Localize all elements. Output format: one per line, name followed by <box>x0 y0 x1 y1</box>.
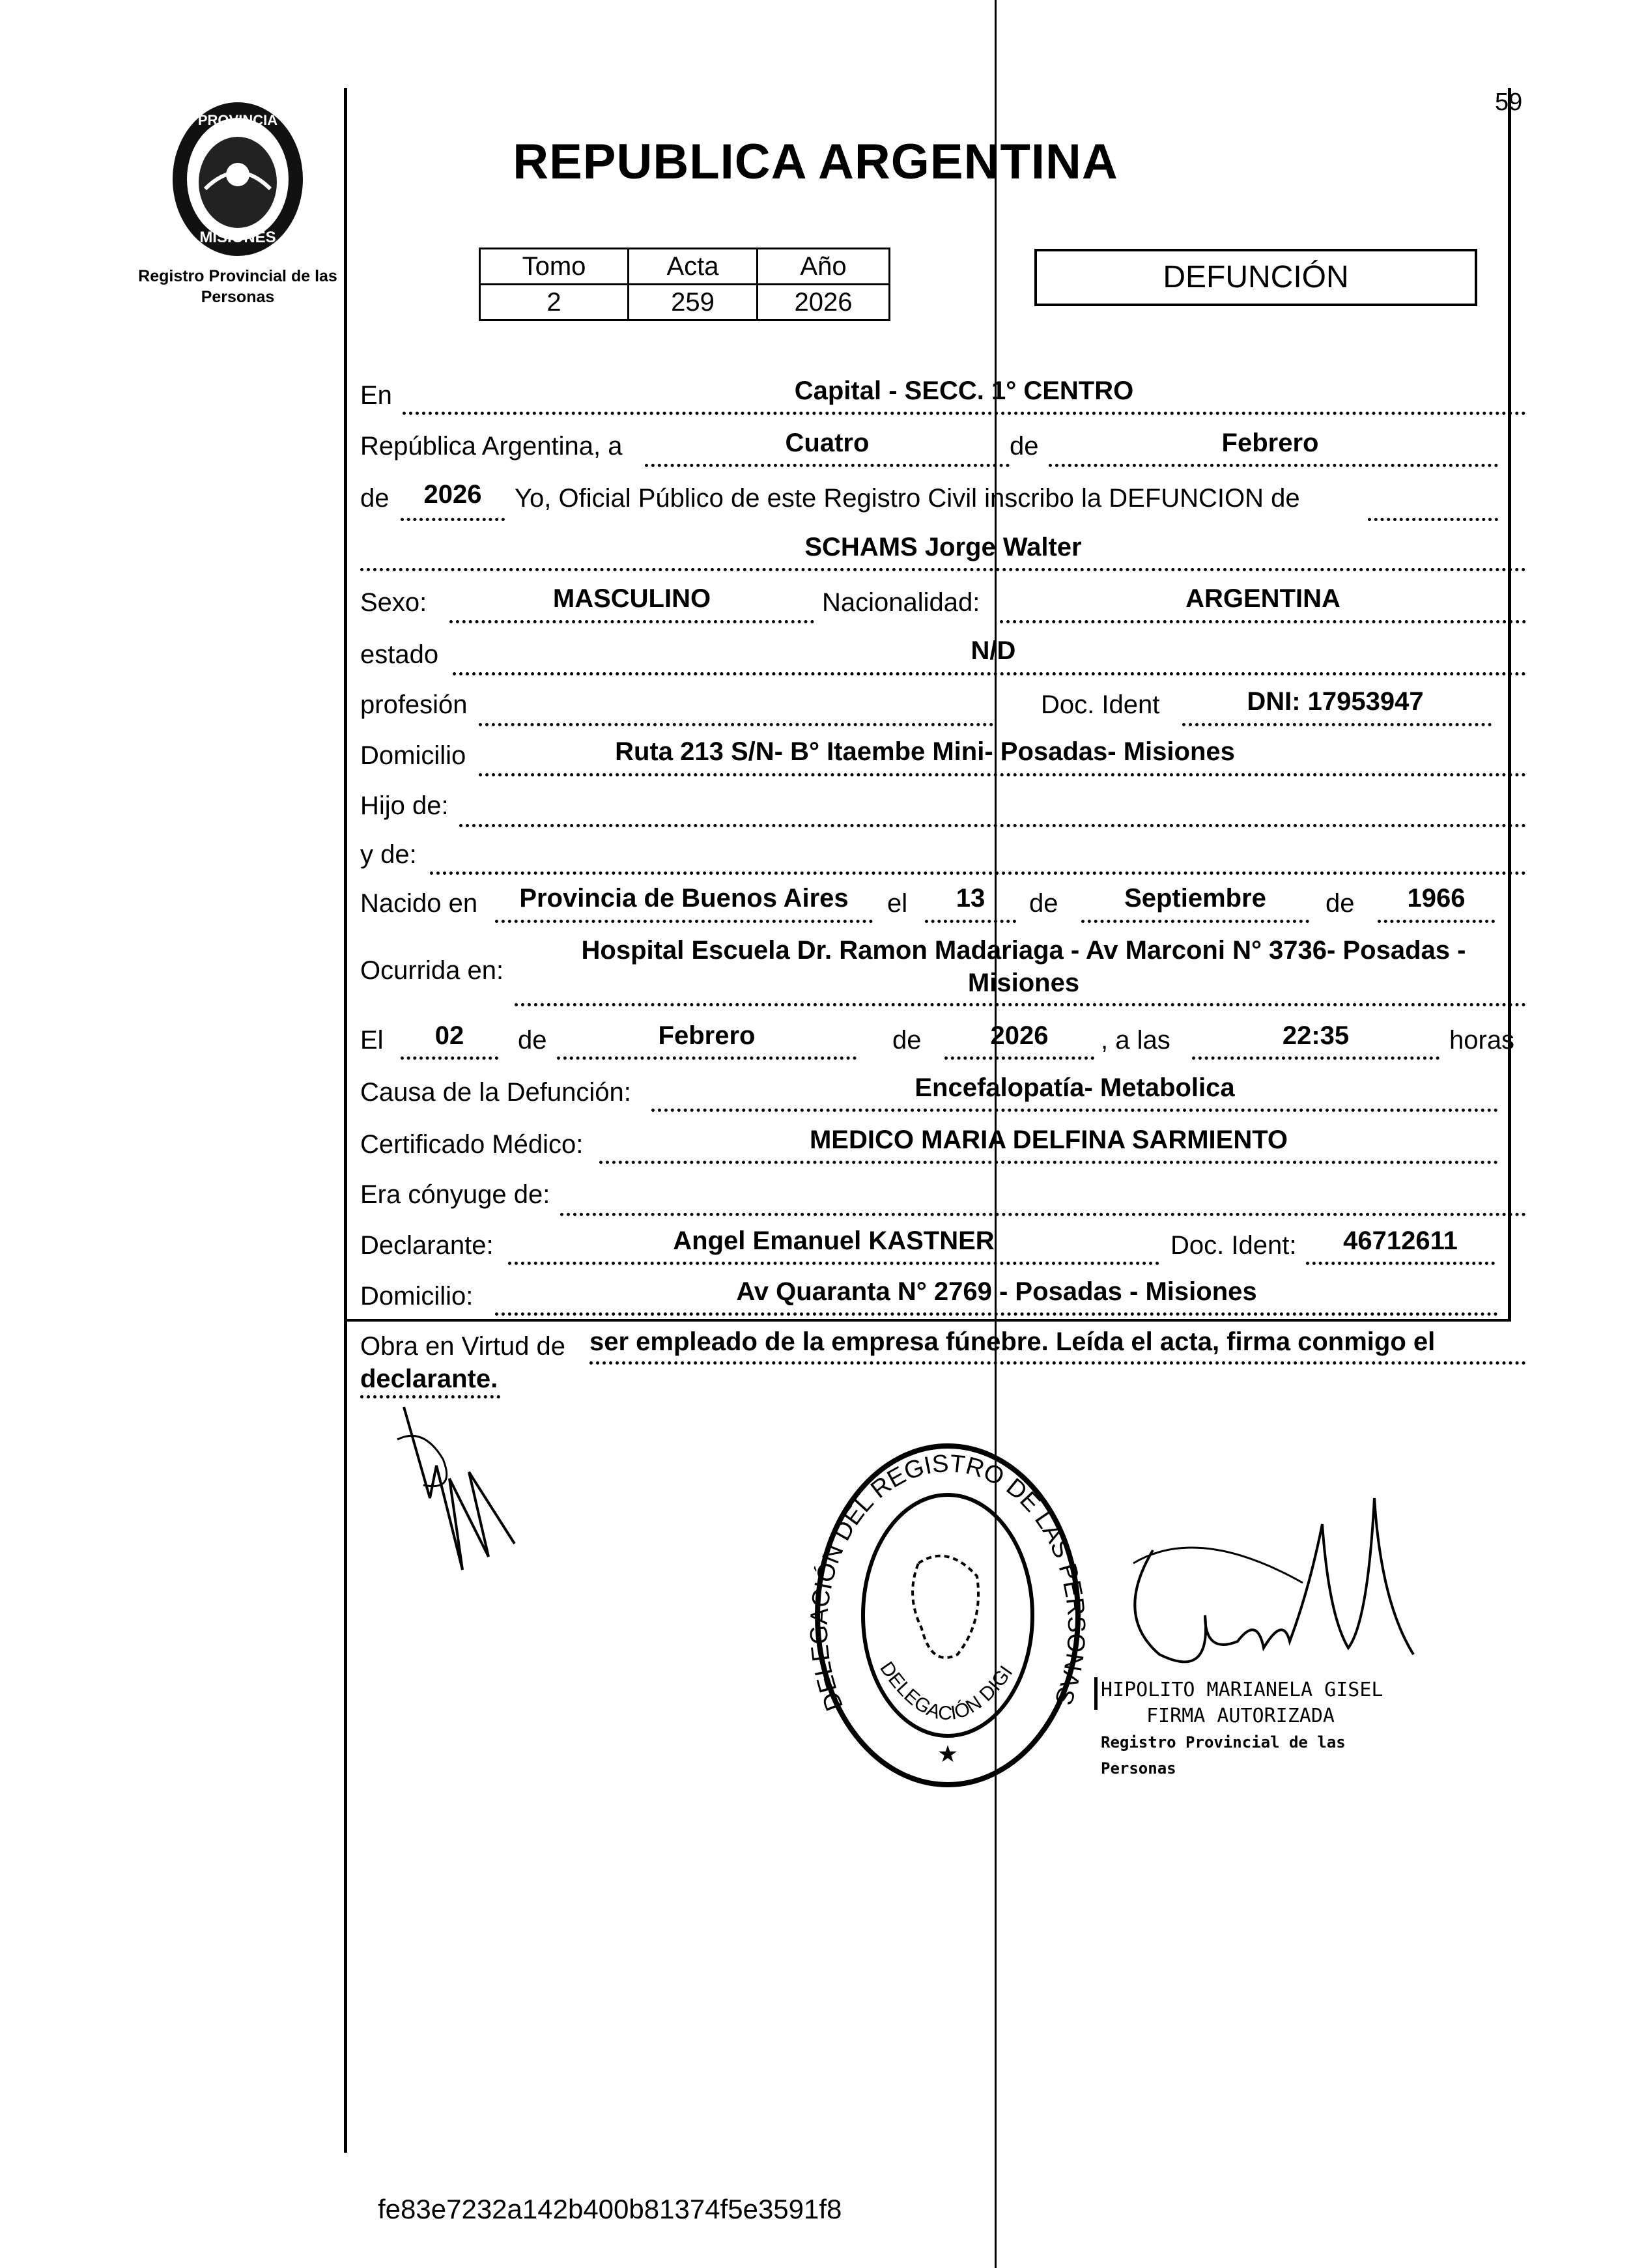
yde-dotted-line <box>430 872 1526 875</box>
de-label: de <box>1010 432 1039 461</box>
birthplace-dotted-line <box>495 920 873 923</box>
de4-label: de <box>1326 889 1355 918</box>
death-day-dotted-line <box>401 1056 498 1060</box>
deceased-name: SCHAMS Jorge Walter <box>804 533 1082 561</box>
delegacion-seal <box>808 1433 1088 1798</box>
death-time: 22:35 <box>1282 1021 1350 1050</box>
nacionalidad-label: Nacionalidad: <box>822 588 980 617</box>
signer-role: FIRMA AUTORIZADA <box>1146 1705 1335 1727</box>
record-table <box>479 248 890 321</box>
occurrence-line-1: Hospital Escuela Dr. Ramon Madariaga - Av Marconi N° 3736- Posadas - <box>581 936 1466 965</box>
declarante-label: Declarante: <box>360 1231 494 1260</box>
acta-header: Acta <box>629 249 758 285</box>
obra-label: Obra en Virtud de <box>360 1332 566 1361</box>
occurrence-line-2: Misiones <box>967 969 1080 997</box>
birth-year-dotted-line <box>1378 920 1495 923</box>
domicilio2-dotted-line <box>495 1312 1498 1316</box>
page-number: 59 <box>1495 89 1523 116</box>
domicilio-dotted-line <box>479 773 1526 776</box>
name-dotted-line <box>360 568 1526 571</box>
certificado-dotted-line <box>599 1161 1498 1164</box>
estado-value: N/D <box>971 636 1016 665</box>
sexo-dotted-line <box>449 620 814 623</box>
death-year-dotted-line <box>944 1056 1094 1060</box>
inscribo-text: Yo, Oficial Público de este Registro Civil inscribo la DEFUNCION de <box>515 484 1300 513</box>
seal-inner-text: DELEGACIÓN DIGI <box>875 1658 1017 1725</box>
death-month-dotted-line <box>557 1056 857 1060</box>
estado-label: estado <box>360 640 439 669</box>
certificado-value: MEDICO MARIA DELFINA SARMIENTO <box>809 1126 1288 1154</box>
domicilio2-label: Domicilio: <box>360 1282 474 1311</box>
obra-line-2: declarante. <box>360 1365 498 1393</box>
place-dotted-line <box>403 412 1526 415</box>
nacionalidad-value: ARGENTINA <box>1185 584 1340 613</box>
birth-day-dotted-line <box>925 920 1016 923</box>
horas-label: horas <box>1449 1026 1515 1055</box>
death-time-dotted-line <box>1192 1056 1440 1060</box>
death-month: Febrero <box>658 1021 756 1050</box>
day-value: Cuatro <box>785 429 870 457</box>
obra-line-1: ser empleado de la empresa fúnebre. Leída el acta, firma conmigo el <box>589 1327 1436 1356</box>
signature-stamp <box>1101 1677 1407 1778</box>
de2-label: de <box>360 484 390 513</box>
conyuge-dotted-line <box>560 1213 1526 1216</box>
conyuge-label: Era cónyuge de: <box>360 1180 550 1209</box>
yde-label: y de: <box>360 840 417 869</box>
causa-dotted-line <box>651 1109 1498 1112</box>
acta-value: 259 <box>629 285 758 320</box>
signer-name: HIPOLITO MARIANELA GISEL <box>1101 1679 1383 1701</box>
year-value: 2026 <box>423 480 482 509</box>
tomo-value: 2 <box>480 285 629 320</box>
birth-day: 13 <box>956 884 986 913</box>
hijo-label: Hijo de: <box>360 791 449 820</box>
registry-label: Registro Provincial de las Personas <box>138 267 337 306</box>
declarante-value: Angel Emanuel KASTNER <box>673 1226 995 1255</box>
sexo-value: MASCULINO <box>552 584 711 613</box>
domicilio-label: Domicilio <box>360 741 466 770</box>
stamp-bracket <box>1094 1677 1098 1710</box>
en-label: En <box>360 381 392 410</box>
profesion-dotted-line <box>479 723 993 726</box>
doc-dotted-line <box>1182 723 1492 726</box>
section-rule <box>347 1319 1511 1322</box>
birth-month: Septiembre <box>1124 884 1266 913</box>
de6-label: de <box>892 1026 922 1055</box>
place-value: Capital - SECC. 1° CENTRO <box>794 376 1134 405</box>
tomo-header: Tomo <box>480 249 629 285</box>
seal-outer-text: DELEGACIÓN DEL REGISTRO DE LAS PERSONAS <box>808 1450 1088 1715</box>
seal-top-text: PROVINCIA <box>197 112 278 128</box>
doc2-value: 46712611 <box>1343 1226 1458 1255</box>
doc-label: Doc. Ident <box>1041 690 1160 719</box>
domicilio-value: Ruta 213 S/N- B° Itaembe Mini- Posadas- Misiones <box>615 737 1235 766</box>
left-margin-rule <box>344 88 347 2153</box>
anio-value: 2026 <box>758 285 890 320</box>
profesion-label: profesión <box>360 690 468 719</box>
nacido-label: Nacido en <box>360 889 478 918</box>
de5-label: de <box>518 1026 547 1055</box>
hijo-dotted-line <box>459 824 1526 827</box>
year-dotted-line <box>401 518 505 521</box>
birthplace-value: Provincia de Buenos Aires <box>519 884 849 913</box>
El-label: El <box>360 1026 384 1055</box>
death-year: 2026 <box>990 1021 1049 1050</box>
record-type-box: DEFUNCIÓN <box>1034 249 1477 306</box>
svg-text:DELEGACIÓN DEL REGISTRO DE LAS <box>808 1450 1088 1714</box>
document-hash: fe83e7232a142b400b81374f5e3591f8 <box>378 2194 842 2224</box>
declarant-signature <box>384 1400 534 1596</box>
inscribo-dotted-line <box>1368 518 1498 521</box>
obra-dotted-line-2 <box>360 1395 500 1398</box>
svg-text:★: ★ <box>937 1740 959 1767</box>
right-margin-rule <box>1508 88 1511 1319</box>
de3-label: de <box>1029 889 1058 918</box>
republica-label: República Argentina, a <box>360 432 623 461</box>
seal-bottom-text: MISIONES <box>199 229 276 246</box>
doc-value: DNI: 17953947 <box>1247 687 1424 716</box>
page-title: REPUBLICA ARGENTINA <box>513 134 1118 190</box>
birth-year: 1966 <box>1407 884 1466 913</box>
estado-dotted-line <box>453 672 1526 675</box>
month-dotted-line <box>1049 464 1498 467</box>
doc2-label: Doc. Ident: <box>1170 1231 1297 1260</box>
death-day: 02 <box>434 1021 464 1050</box>
alas-label: , a las <box>1101 1026 1170 1055</box>
birth-month-dotted-line <box>1081 920 1309 923</box>
obra-dotted-line-1 <box>589 1361 1526 1365</box>
sexo-label: Sexo: <box>360 588 427 617</box>
domicilio2-value: Av Quaranta N° 2769 - Posadas - Misiones <box>736 1277 1257 1306</box>
anio-header: Año <box>758 249 890 285</box>
ocurrida-label: Ocurrida en: <box>360 956 504 985</box>
day-dotted-line <box>645 464 1010 467</box>
causa-label: Causa de la Defunción: <box>360 1078 631 1107</box>
ocurrida-dotted-line <box>515 1003 1526 1006</box>
doc2-dotted-line <box>1306 1262 1495 1265</box>
signer-org: Registro Provincial de las Personas <box>1101 1733 1346 1778</box>
causa-value: Encefalopatía- Metabolica <box>915 1073 1235 1102</box>
certificado-label: Certificado Médico: <box>360 1130 584 1159</box>
el-label: el <box>887 889 908 918</box>
official-signature <box>1107 1485 1446 1700</box>
month-value: Febrero <box>1221 429 1319 457</box>
nacionalidad-dotted-line <box>1000 620 1526 623</box>
declarante-dotted-line <box>508 1262 1159 1265</box>
